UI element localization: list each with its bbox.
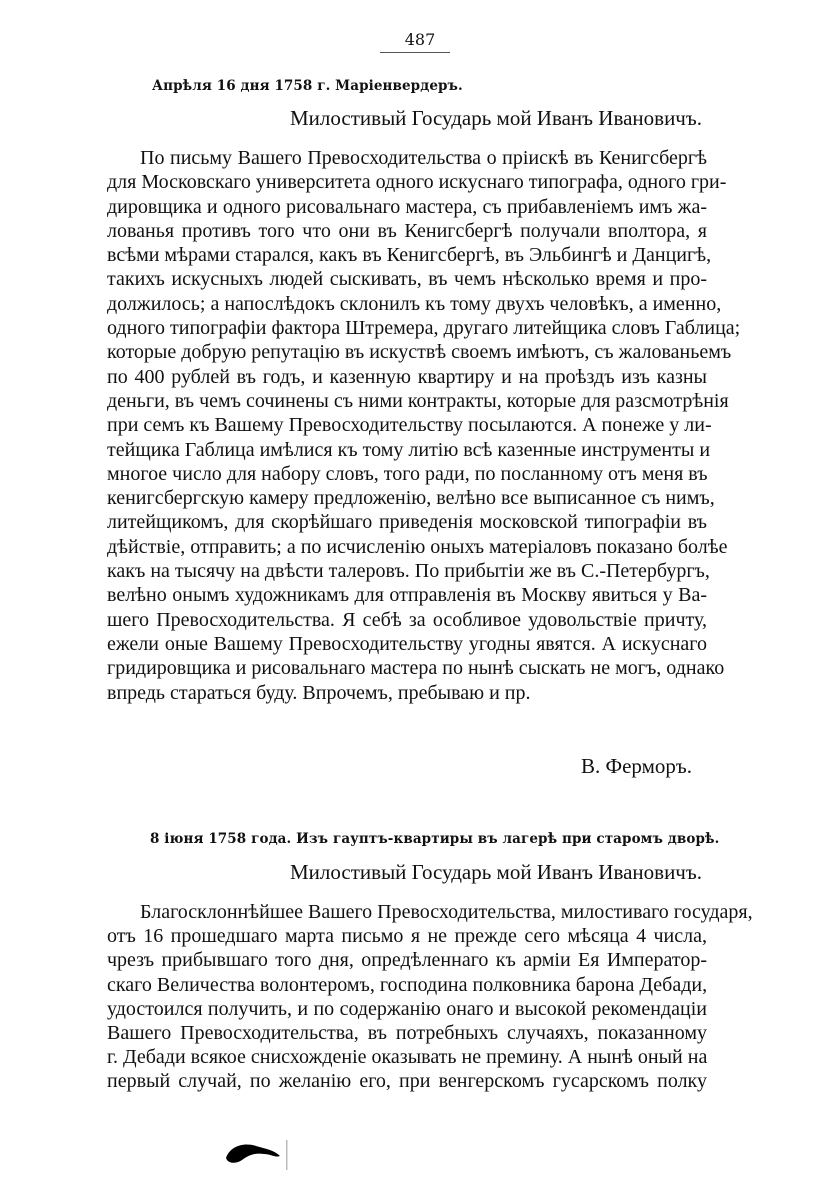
letter-1-signature: В. Ферморъ. [581, 754, 692, 778]
text-line: Вашего Превосходительства, въ потребныхъ случаяхъ, показанному [107, 1021, 707, 1044]
letter-2-body [107, 900, 753, 1094]
text-line: гридировщика и рисовальнаго мастера по нынѣ сыскать не могъ, однако [107, 657, 725, 680]
text-line: должилось; а напослѣдокъ склонилъ къ тому двухъ человѣкъ, а именно, [107, 292, 722, 315]
text-line: скаго Величества волонтеромъ, господина полковника барона Дебади, [107, 973, 708, 996]
text-line: такихъ искусныхъ людей сыскивать, въ чемъ нѣсколько время и про- [107, 268, 707, 291]
text-line: велѣно онымъ художникамъ для отправленiя въ Москву явиться у Ва- [107, 584, 707, 607]
text-line: литейщикомъ, для скорѣйшаго приведенiя московской типографiи въ [107, 511, 707, 534]
text-line: которые добрую репутацiю въ искуствѣ своемъ имѣютъ, съ жалованьемъ [107, 341, 732, 364]
text-line: отъ 16 прошедшаго марта письмо я не прежде сего мѣсяца 4 числа, [107, 925, 707, 948]
text-line: по 400 рублей въ годъ, и казенную квартиру и на проѣздъ изъ казны [107, 365, 707, 388]
text-line: всѣми мѣрами старался, какъ въ Кенигсбергѣ, въ Эльбингѣ и Данцигѣ, [107, 244, 712, 267]
text-line: тейщика Габлица имѣлися къ тому литiю всѣ казенные инструменты и [107, 438, 711, 461]
text-line: шего Превосходительства. Я себѣ за особливое удовольствiе причту, [107, 608, 707, 631]
page-number: 487 [404, 30, 436, 49]
text-line: при семъ къ Вашему Превосходительству посылаются. А понеже у ли- [107, 414, 712, 437]
text-line: многое число для набору словъ, того ради, по посланному отъ меня въ [107, 462, 708, 485]
letter-1-salutation: Милостивый Государь мой Иванъ Ивановичъ. [290, 106, 702, 130]
text-line: первый случай, по желанiю его, при венгерскомъ гусарскомъ полку [107, 1070, 707, 1093]
text-line: одного типографiи фактора Штремера, другаго литейщика словъ Габлица; [107, 317, 741, 340]
text-line: По письму Вашего Превосходительства о прiискѣ въ Кенигсбергѣ [140, 147, 707, 169]
text-line: для Московскаго университета одного искуснаго типографа, одного гри- [107, 171, 727, 194]
text-line: дировщика и одного рисовальнаго мастера, съ прибавленiемъ имъ жа- [107, 195, 707, 218]
page-number-rule [380, 52, 450, 53]
text-line: дѣйствiе, отправить; а по исчисленiю оныхъ матерiаловъ показано болѣе [107, 535, 728, 558]
text-line: чрезъ прибывшаго того дня, опредѣленнаго къ армiи Ея Император- [107, 949, 707, 972]
letter-2-salutation: Милостивый Государь мой Иванъ Ивановичъ. [290, 860, 702, 884]
text-line: лованья противъ того что они въ Кенигсбергѣ получали вполтора, я [107, 219, 707, 242]
text-line: какъ на тысячу на двѣсти талеровъ. По прибытiи же въ С.-Петербургъ, [107, 560, 710, 583]
text-line: удостоился получить, и по содержанiю онаго и высокой рекомендацiи [107, 997, 707, 1020]
text-line: ежели оные Вашему Превосходительству угодны явятся. А искуснаго [107, 632, 707, 655]
letter-2-heading: 8 iюня 1758 года. Изъ гауптъ-квартиры въ лагерѣ при старомъ дворѣ. [150, 831, 720, 847]
text-line: г. Дебади всякое снисхожденiе оказывать не премину. А нынѣ оный на [107, 1046, 708, 1069]
text-line: кенигсбергскую камеру предложенiю, велѣно все выписанное съ нимъ, [107, 487, 715, 510]
ink-blot-mark [220, 1130, 300, 1175]
text-line: Благосклоннѣйшее Вашего Превосходительства, милостиваго государя, [140, 901, 753, 923]
text-line: впредь стараться буду. Впрочемъ, пребываю и пр. [107, 681, 531, 704]
text-line: деньги, въ чемъ сочинены съ ними контракты, которые для разсмотрѣнiя [107, 389, 729, 412]
letter-1-body [107, 146, 741, 705]
letter-1-heading: Апрѣля 16 дня 1758 г. Маріенвердеръ. [152, 78, 463, 94]
